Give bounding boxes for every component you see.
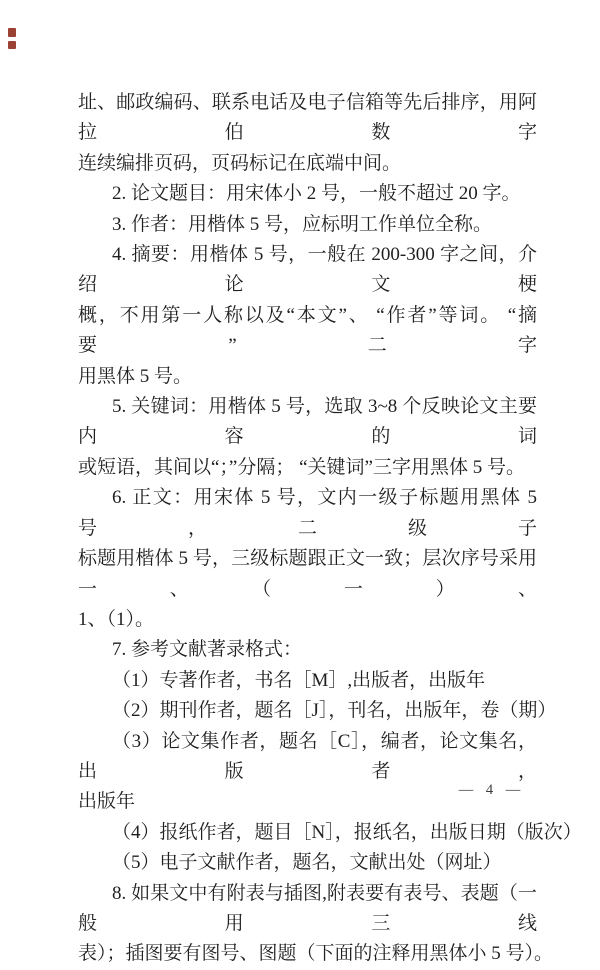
text-line: 4. 摘要：用楷体 5 号，一般在 200-300 字之间，介绍论文梗 [78,244,537,296]
text-line: 7. 参考文献著录格式： [112,639,303,661]
text-line: 表）；插图要有图号、图题（下面的注释用黑体小 5 号）。 [78,943,554,965]
red-ink-mark-bottom [8,41,16,49]
text-line: 8. 如果文中有附表与插图,附表要有表号、表题（一般用三线 [78,882,537,934]
text-line: （5）电子文献作者，题名，文献出处（网址） [112,852,502,874]
text-line: 3. 作者：用楷体 5 号，应标明工作单位全称。 [112,213,493,235]
text-line: 或短语，其间以“；”分隔； “关键词”三字用黑体 5 号。 [78,456,525,478]
text-line: （4）报纸作者，题目［N］，报纸名，出版日期（版次） [112,821,582,843]
text-line: （2）期刊作者，题名［J］，刊名，出版年，卷（期） [112,700,557,722]
text-line: 1、（1）。 [78,608,155,630]
text-line: 6. 正文：用宋体 5 号，文内一级子标题用黑体 5 号，二级子 [78,487,537,539]
document-text-block [78,88,582,970]
text-line: 连续编排页码，页码标记在底端中间。 [78,152,402,174]
text-line: 用黑体 5 号。 [78,365,193,387]
text-line: 出版年 [78,791,136,813]
page-number: — 4 — [458,782,522,798]
text-line: 标题用楷体 5 号，三级标题跟正文一致；层次序号采用一、（一）、 [78,548,537,600]
text-line: 5. 关键词：用楷体 5 号，选取 3~8 个反映论文主要内容的词 [78,396,537,448]
text-line: 址、邮政编码、联系电话及电子信箱等先后排序，用阿拉伯数字 [78,92,537,144]
text-line: （3）论文集作者，题名［C］，编者，论文集名，出版者， [78,730,537,782]
text-line: 概，不用第一人称以及“本文”、 “作者”等词。 “摘要”二字 [78,304,537,357]
text-line: 2. 论文题目：用宋体小 2 号，一般不超过 20 字。 [112,183,521,205]
red-ink-mark-top [8,28,16,37]
text-line: （1）专著作者，书名［M］,出版者，出版年 [112,669,486,691]
